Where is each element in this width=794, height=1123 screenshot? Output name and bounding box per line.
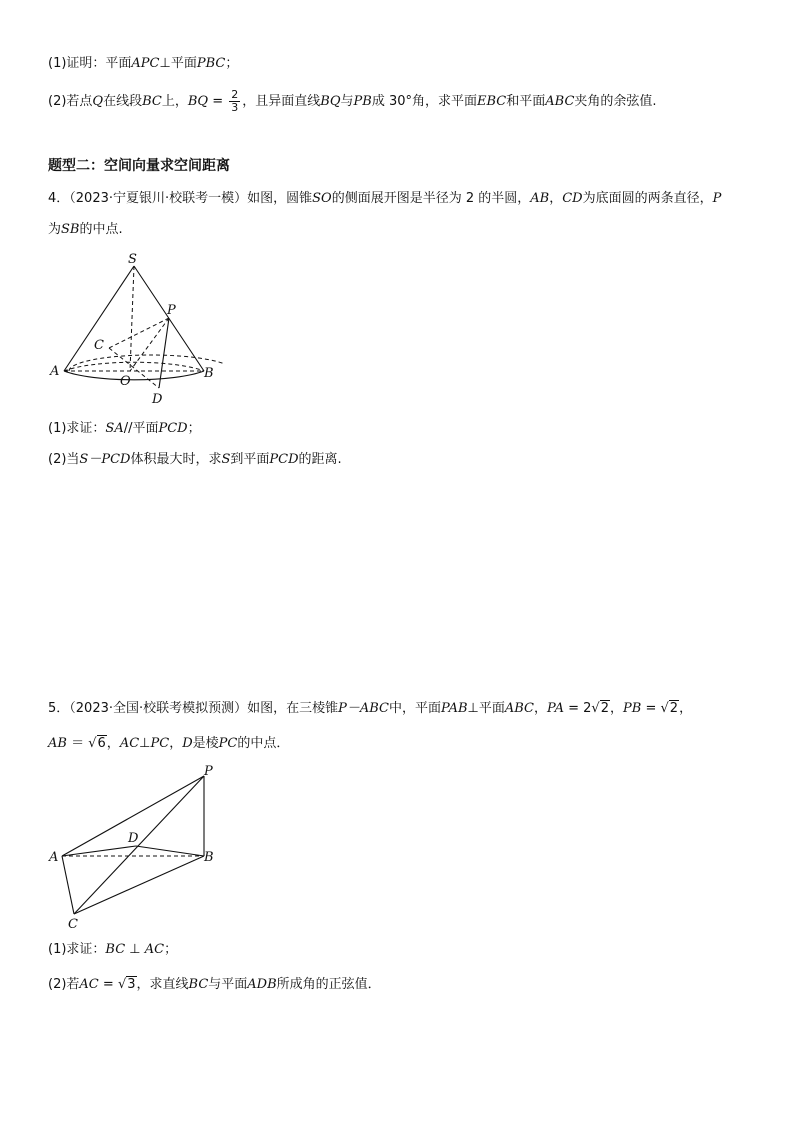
segment-DB xyxy=(136,846,204,856)
math: P－ABC xyxy=(338,701,390,716)
q4-line2 xyxy=(48,221,123,239)
q3-part1 xyxy=(48,55,238,73)
math: AC xyxy=(119,736,140,751)
label-A: A xyxy=(50,364,60,379)
math: PC xyxy=(218,736,238,751)
math: AC xyxy=(79,977,99,992)
math: ADB xyxy=(247,977,277,992)
text: 上， xyxy=(161,94,188,109)
math: SB xyxy=(61,222,80,237)
label-O: O xyxy=(120,374,131,389)
q3-part2 xyxy=(48,88,657,116)
label-B: B xyxy=(204,366,214,381)
text: ； xyxy=(164,942,178,957)
label-D: D xyxy=(128,831,139,846)
text: (1)求证： xyxy=(48,421,106,436)
text: ， xyxy=(679,701,693,716)
text: (2)当 xyxy=(48,452,80,467)
perp-symbol: ⊥ xyxy=(125,942,145,957)
text: = xyxy=(641,701,661,716)
text: = 2 xyxy=(563,701,592,716)
text: ⊥平面 xyxy=(467,701,505,716)
text: 的侧面展开图是半径为 2 的半圆， xyxy=(331,191,531,206)
math: PA xyxy=(547,701,564,716)
fraction xyxy=(229,89,240,114)
q4-line1 xyxy=(48,190,721,208)
text: ， xyxy=(534,701,548,716)
sqrt: √2 xyxy=(660,701,679,716)
perp-symbol: ⊥ xyxy=(139,736,151,751)
text: 成 30°角，求平面 xyxy=(371,94,478,109)
text: 的中点. xyxy=(79,222,123,237)
segment-PC xyxy=(109,318,169,348)
math: AC xyxy=(144,942,165,957)
text: 为 xyxy=(48,222,62,237)
text: ， xyxy=(169,736,183,751)
math: ABC xyxy=(545,94,575,109)
text: 为底面圆的两条直径， xyxy=(582,191,713,206)
text: ， xyxy=(106,736,120,751)
text: 与平面 xyxy=(208,977,248,992)
text: ， xyxy=(549,191,563,206)
text: ； xyxy=(187,421,201,436)
q5-line1 xyxy=(48,700,692,718)
text: ，求直线 xyxy=(136,977,189,992)
text: = xyxy=(98,977,118,992)
math: ABC xyxy=(504,701,534,716)
radicand: 2 xyxy=(600,701,609,716)
sqrt: √2 xyxy=(591,701,609,716)
text: 到平面 xyxy=(230,452,270,467)
text: 和平面 xyxy=(506,94,546,109)
q5-part1 xyxy=(48,941,177,959)
math: PCD xyxy=(269,452,299,467)
math: CD xyxy=(562,191,583,206)
math: BC xyxy=(142,94,162,109)
math: S xyxy=(221,452,231,467)
text: ＝ xyxy=(66,736,89,751)
text: ，且异面直线 xyxy=(242,94,321,109)
segment-PD xyxy=(159,318,169,388)
edge-PC xyxy=(74,776,204,914)
edge-SA xyxy=(64,266,134,371)
text: ； xyxy=(225,56,239,71)
math: SO xyxy=(312,191,332,206)
edge-CB xyxy=(74,856,204,914)
radicand: 2 xyxy=(669,701,679,716)
q4-part1 xyxy=(48,420,201,438)
text: 在线段 xyxy=(103,94,143,109)
math: AB xyxy=(48,736,67,751)
section-title: 题型二：空间向量求空间距离 xyxy=(48,158,230,174)
math: P xyxy=(712,191,722,206)
math: PAB xyxy=(441,701,468,716)
text: (1)证明：平面 xyxy=(48,56,132,71)
math: PC xyxy=(150,736,170,751)
text: 的距离. xyxy=(298,452,342,467)
label-B: B xyxy=(204,850,214,865)
math: PCD xyxy=(158,421,188,436)
math: BC xyxy=(105,942,126,957)
label-C: C xyxy=(94,338,104,353)
tetrahedron-figure xyxy=(44,764,229,934)
math: D xyxy=(182,736,193,751)
radicand: 6 xyxy=(97,736,106,751)
q4-part2 xyxy=(48,451,342,469)
text: 夹角的余弦值. xyxy=(574,94,657,109)
math: BQ xyxy=(187,94,209,109)
text: 平面 xyxy=(170,56,197,71)
text: 与 xyxy=(340,94,354,109)
math: PB xyxy=(623,701,642,716)
q5-part2 xyxy=(48,976,381,994)
text: 中，平面 xyxy=(389,701,442,716)
math: SA xyxy=(105,421,124,436)
label-C: C xyxy=(68,917,78,932)
cone-figure xyxy=(44,248,224,410)
text: 的中点． xyxy=(237,736,290,751)
text: 5．（2023·全国·校联考模拟预测）如图，在三棱锥 xyxy=(48,701,339,716)
text: (2)若点 xyxy=(48,94,93,109)
label-S: S xyxy=(128,252,137,267)
text: 所成角的正弦值． xyxy=(276,977,381,992)
math: BC xyxy=(188,977,209,992)
base-ellipse-front xyxy=(64,371,204,380)
text: (1)求证： xyxy=(48,942,106,957)
denominator: 3 xyxy=(231,101,239,114)
math: APC xyxy=(131,56,160,71)
math: PBC xyxy=(196,56,226,71)
label-A: A xyxy=(49,850,59,865)
diameter-CD xyxy=(109,348,159,388)
text: ， xyxy=(609,701,623,716)
base-ellipse-back-dash xyxy=(64,362,204,371)
math: S－PCD xyxy=(79,452,131,467)
numerator: 2 xyxy=(231,88,239,101)
math: Q xyxy=(92,94,104,109)
label-P: P xyxy=(167,303,176,318)
math: BQ xyxy=(320,94,341,109)
text: 体积最大时，求 xyxy=(130,452,222,467)
math: PB xyxy=(353,94,372,109)
label-P: P xyxy=(204,764,213,779)
perp-symbol: ⊥ xyxy=(159,56,171,71)
edge-AC xyxy=(62,856,74,914)
text: 4．（2023·宁夏银川·校联考一模）如图，圆锥 xyxy=(48,191,313,206)
math: EBC xyxy=(477,94,507,109)
text: 是棱 xyxy=(192,736,219,751)
segment-AD xyxy=(62,846,136,856)
sqrt: √6 xyxy=(88,736,106,751)
radicand: 3 xyxy=(127,977,136,992)
text: = xyxy=(208,94,228,109)
sqrt: √3 xyxy=(117,977,136,992)
q5-line2 xyxy=(48,735,289,753)
label-D: D xyxy=(152,392,163,407)
base-ellipse-back xyxy=(69,355,224,371)
text: //平面 xyxy=(123,421,159,436)
math: AB xyxy=(530,191,550,206)
text: (2)若 xyxy=(48,977,80,992)
